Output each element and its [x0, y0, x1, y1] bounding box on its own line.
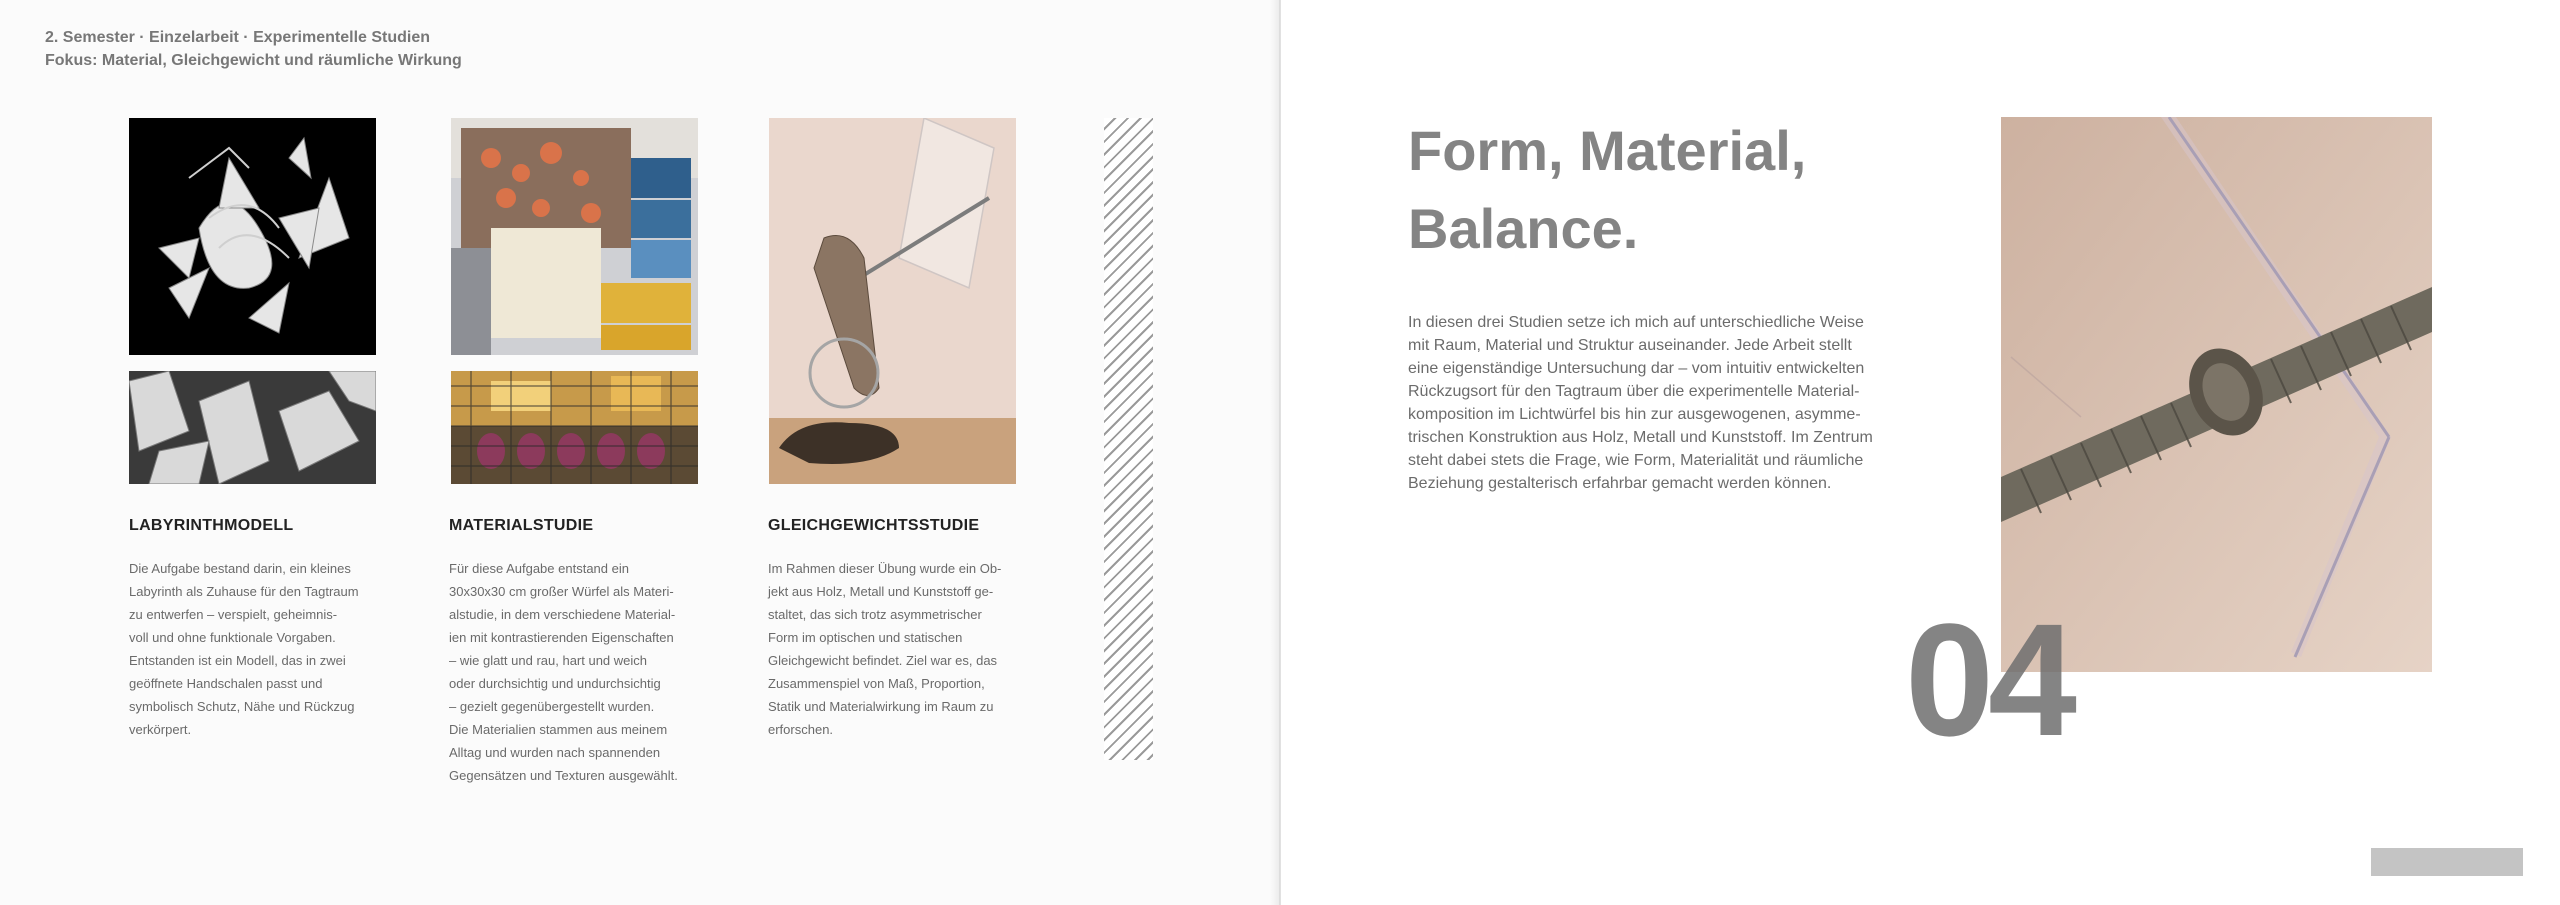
material-cube-detail-photo: [451, 371, 698, 484]
material-cube-photo: [451, 118, 698, 355]
text-line: Statik und Materialwirkung im Raum zu: [768, 699, 994, 714]
text-line: Alltag und wurden nach spannenden: [449, 745, 661, 760]
text-line: voll und ohne funktionale Vorgaben.: [129, 630, 336, 645]
text-line: trischen Konstruktion aus Holz, Metall und Kunststoff. Im Zentrum: [1408, 429, 1873, 446]
chapter-number: 04: [1905, 590, 2071, 769]
text-line: Für diese Aufgabe entstand ein: [449, 561, 629, 576]
text-line: jekt aus Holz, Metall und Kunststoff ge-: [768, 584, 994, 599]
text-line: 30x30x30 cm großer Würfel als Materi-: [449, 584, 674, 599]
material-study-description: [449, 557, 709, 787]
text-line: – wie glatt und rau, hart und weich: [449, 653, 648, 668]
intro-paragraph: [1408, 311, 1928, 495]
text-line: erforschen.: [768, 722, 834, 737]
headline-line: Form, Material,: [1408, 119, 1807, 182]
page-headline: [1408, 112, 1806, 268]
balance-study-description: [768, 557, 1028, 741]
text-line: Beziehung gestalterisch erfahrbar gemacht werden können.: [1408, 475, 1832, 492]
text-line: oder durchsichtig und undurchsichtig: [449, 676, 661, 691]
text-line: steht dabei stets die Frage, wie Form, Materialität und räumliche: [1408, 452, 1864, 469]
labyrinth-model-photo: [129, 118, 376, 355]
labyrinth-model-detail-photo: [129, 371, 376, 484]
text-line: In diesen drei Studien setze ich mich auf unterschiedliche Weise: [1408, 314, 1864, 331]
text-line: Die Materialien stammen aus meinem: [449, 722, 668, 737]
text-line: Labyrinth als Zuhause für den Tagtraum: [129, 584, 359, 599]
text-line: Gleichgewicht befindet. Ziel war es, das: [768, 653, 998, 668]
text-line: geöffnete Handschalen passt und: [129, 676, 323, 691]
text-line: komposition im Lichtwürfel bis hin zur ausgewogenen, asymme-: [1408, 406, 1861, 423]
header-focus-line: Fokus: Material, Gleichgewicht und räumliche Wirkung: [45, 52, 462, 69]
text-line: alstudie, in dem verschiedene Material-: [449, 607, 676, 622]
text-line: Im Rahmen dieser Übung wurde ein Ob-: [768, 561, 1002, 576]
text-line: Rückzugsort für den Tagtraum über die experimentelle Material-: [1408, 383, 1860, 400]
text-line: Gegensätzen und Texturen ausgewählt.: [449, 768, 678, 783]
threaded-rod-closeup-photo: [2001, 117, 2432, 672]
hatched-decoration-stripe: [1104, 118, 1153, 760]
text-line: Zusammenspiel von Maß, Proportion,: [768, 676, 985, 691]
text-line: ien mit kontrastierenden Eigenschaften: [449, 630, 674, 645]
text-line: eine eigenständige Untersuchung dar – vom intuitiv entwickelten: [1408, 360, 1865, 377]
text-line: Die Aufgabe bestand darin, ein kleines: [129, 561, 351, 576]
text-line: staltet, das sich trotz asymmetrischer: [768, 607, 982, 622]
text-line: Form im optischen und statischen: [768, 630, 963, 645]
text-line: mit Raum, Material und Struktur auseinander. Jede Arbeit stellt: [1408, 337, 1852, 354]
text-line: verkörpert.: [129, 722, 192, 737]
labyrinth-model-title: LABYRINTHMODELL: [129, 517, 294, 534]
labyrinth-model-description: [129, 557, 389, 741]
page-tab-marker: [2371, 848, 2523, 876]
header-semester-line: 2. Semester · Einzelarbeit · Experimentelle Studien: [45, 29, 431, 46]
text-line: Entstanden ist ein Modell, das in zwei: [129, 653, 346, 668]
balance-study-photo: [769, 118, 1016, 484]
text-line: symbolisch Schutz, Nähe und Rückzug: [129, 699, 355, 714]
headline-line: Balance.: [1408, 197, 1639, 260]
balance-study-title: GLEICHGEWICHTSSTUDIE: [768, 517, 980, 534]
text-line: – gezielt gegenübergestellt wurden.: [449, 699, 655, 714]
text-line: zu entwerfen – verspielt, geheimnis-: [129, 607, 338, 622]
material-study-title: MATERIALSTUDIE: [449, 517, 594, 534]
